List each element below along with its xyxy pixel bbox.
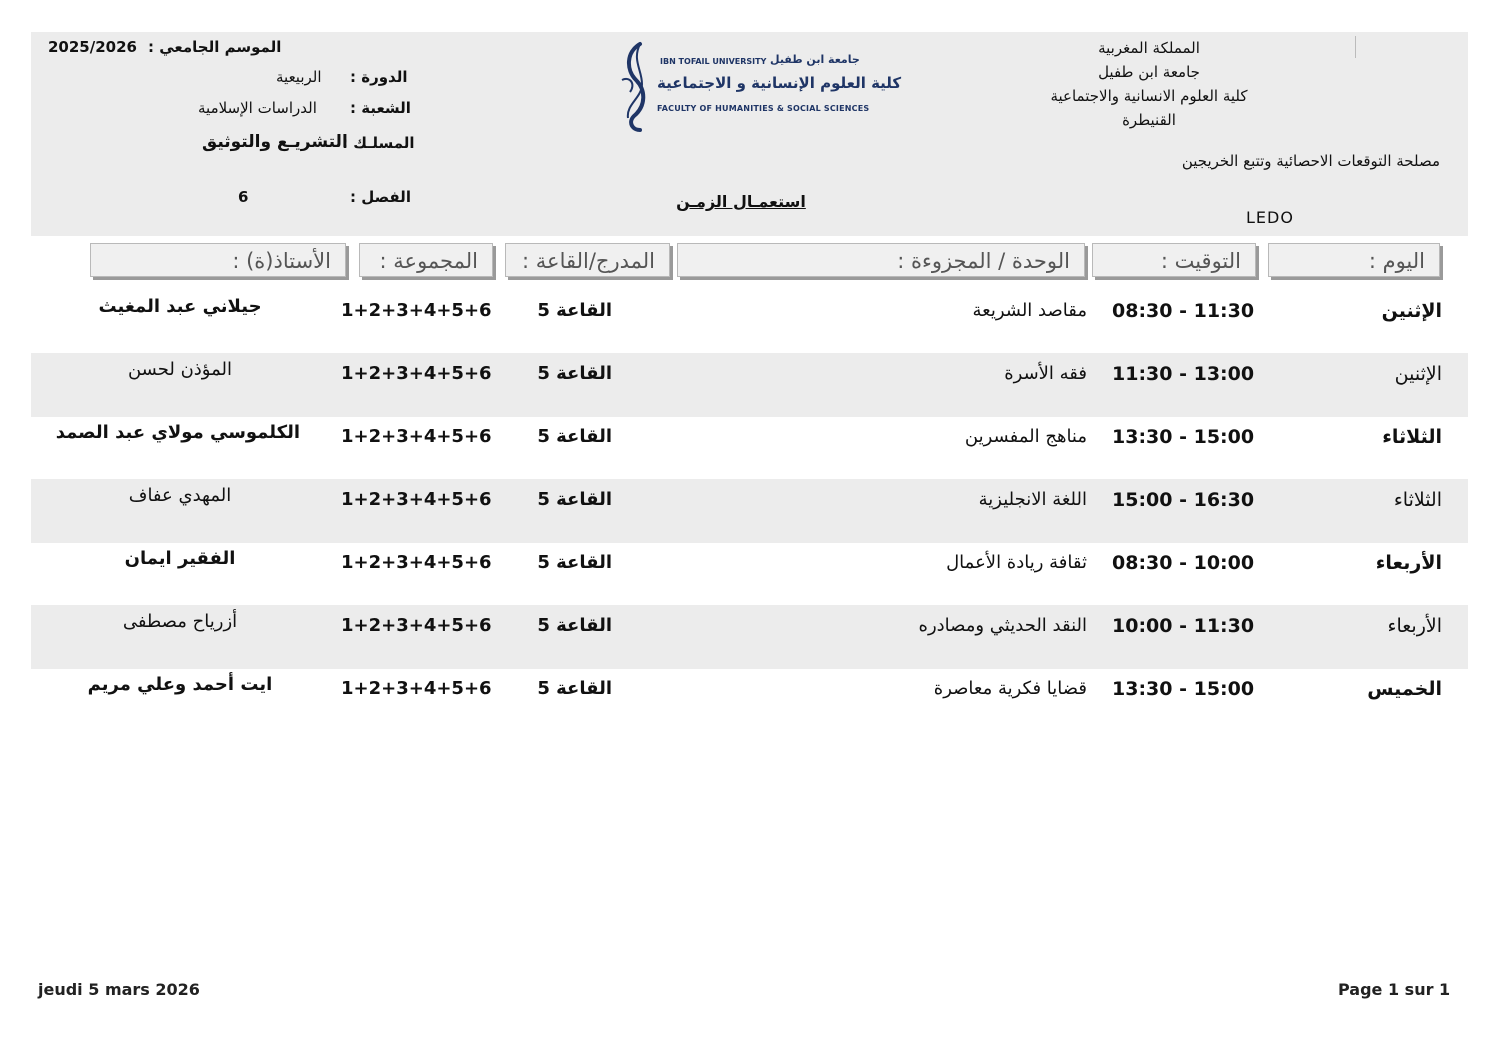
- season-label: الموسم الجامعي :: [148, 38, 282, 56]
- col-header-professor: الأستاذ(ة) :: [90, 243, 346, 277]
- semester-value: 6: [238, 188, 249, 206]
- table-cell-time: 10:00 - 11:30: [1112, 615, 1255, 637]
- table-cell-module: النقد الحديثي ومصادره: [918, 615, 1087, 636]
- table-cell-professor: المهدي عفاف: [128, 485, 232, 506]
- logo-ar-faculty: كلية العلوم الإنسانية و الاجتماعية: [657, 74, 902, 92]
- session-value: الربيعية: [276, 68, 322, 86]
- table-cell-room: القاعة 5: [537, 300, 612, 321]
- table-cell-group: 1+2+3+4+5+6: [341, 615, 492, 636]
- table-cell-time: 08:30 - 10:00: [1112, 552, 1255, 574]
- session-label: الدورة :: [350, 68, 408, 86]
- table-cell-room: القاعة 5: [537, 363, 612, 384]
- table-cell-day: الثلاثاء: [1382, 426, 1442, 448]
- footer-page-number: Page 1 sur 1: [1338, 980, 1451, 999]
- table-cell-module: اللغة الانجليزية: [978, 489, 1087, 510]
- footer-date: jeudi 5 mars 2026: [38, 980, 200, 999]
- logo-emblem-icon: [612, 40, 662, 132]
- table-cell-room: القاعة 5: [537, 678, 612, 699]
- page-title: استعمـال الزمـن: [676, 192, 806, 211]
- table-cell-professor: المؤذن لحسن: [127, 359, 232, 380]
- table-cell-time: 13:30 - 15:00: [1112, 678, 1255, 700]
- table-cell-module: فقه الأسرة: [1004, 363, 1087, 384]
- divider: [1355, 36, 1356, 58]
- track-value: التشريـع والتوثيق: [202, 132, 348, 152]
- table-cell-group: 1+2+3+4+5+6: [341, 489, 492, 510]
- table-cell-module: قضايا فكرية معاصرة: [933, 678, 1087, 699]
- semester-label: الفصل :: [350, 188, 411, 206]
- institution-block: [949, 36, 1349, 132]
- table-cell-professor: الفقير ايمان: [124, 548, 236, 569]
- table-cell-module: ثقافة ريادة الأعمال: [946, 552, 1087, 573]
- logo-en-university: IBN TOFAIL UNIVERSITY: [660, 57, 767, 66]
- table-cell-time: 15:00 - 16:30: [1112, 489, 1255, 511]
- table-cell-professor: أزرياح مصطفى: [122, 611, 238, 632]
- table-cell-group: 1+2+3+4+5+6: [341, 363, 492, 384]
- table-cell-group: 1+2+3+4+5+6: [341, 426, 492, 447]
- logo-ar-university: جامعة ابن طفيل: [770, 53, 860, 66]
- table-cell-time: 13:30 - 15:00: [1112, 426, 1255, 448]
- table-cell-group: 1+2+3+4+5+6: [341, 552, 492, 573]
- table-cell-day: الخميس: [1367, 678, 1442, 700]
- table-cell-room: القاعة 5: [537, 552, 612, 573]
- track-label: المسلـك :: [342, 134, 415, 152]
- table-cell-room: القاعة 5: [537, 489, 612, 510]
- col-header-time: التوقيت :: [1092, 243, 1256, 277]
- table-cell-room: القاعة 5: [537, 426, 612, 447]
- col-header-module: الوحدة / المجزوءة :: [677, 243, 1085, 277]
- kingdom-name: المملكة المغربية: [1098, 39, 1200, 57]
- table-cell-time: 11:30 - 13:00: [1112, 363, 1255, 385]
- faculty-name: كلية العلوم الانسانية والاجتماعية: [1050, 87, 1248, 105]
- logo-en-faculty: FACULTY OF HUMANITIES & SOCIAL SCIENCES: [657, 104, 870, 113]
- city-name: القنيطرة: [1122, 111, 1176, 129]
- table-cell-day: الثلاثاء: [1393, 489, 1442, 511]
- branch-label: الشعبة :: [350, 99, 411, 117]
- table-cell-day: الأربعاء: [1387, 615, 1442, 637]
- service-code: LEDO: [1246, 208, 1294, 227]
- table-cell-room: القاعة 5: [537, 615, 612, 636]
- table-cell-professor: جيلاني عبد المغيث: [98, 296, 262, 317]
- col-header-group: المجموعة :: [359, 243, 493, 277]
- table-cell-module: مقاصد الشريعة: [972, 300, 1087, 321]
- branch-value: الدراسات الإسلامية: [198, 99, 317, 117]
- table-cell-module: مناهج المفسرين: [964, 426, 1087, 447]
- table-cell-day: الإثنين: [1381, 300, 1442, 322]
- service-name: مصلحة التوقعات الاحصائية وتتبع الخريجين: [1181, 152, 1440, 170]
- season-value: 2025/2026: [48, 38, 137, 56]
- col-header-day: اليوم :: [1268, 243, 1440, 277]
- table-cell-day: الأربعاء: [1375, 552, 1442, 574]
- table-cell-day: الإثنين: [1394, 363, 1442, 385]
- table-cell-group: 1+2+3+4+5+6: [341, 678, 492, 699]
- university-name: جامعة ابن طفيل: [1098, 63, 1200, 81]
- table-cell-time: 08:30 - 11:30: [1112, 300, 1255, 322]
- table-cell-professor: الكلموسي مولاي عبد الصمد: [55, 422, 300, 443]
- table-cell-group: 1+2+3+4+5+6: [341, 300, 492, 321]
- table-cell-professor: ايت أحمد وعلي مريم: [87, 674, 273, 695]
- col-header-room: المدرج/القاعة :: [505, 243, 670, 277]
